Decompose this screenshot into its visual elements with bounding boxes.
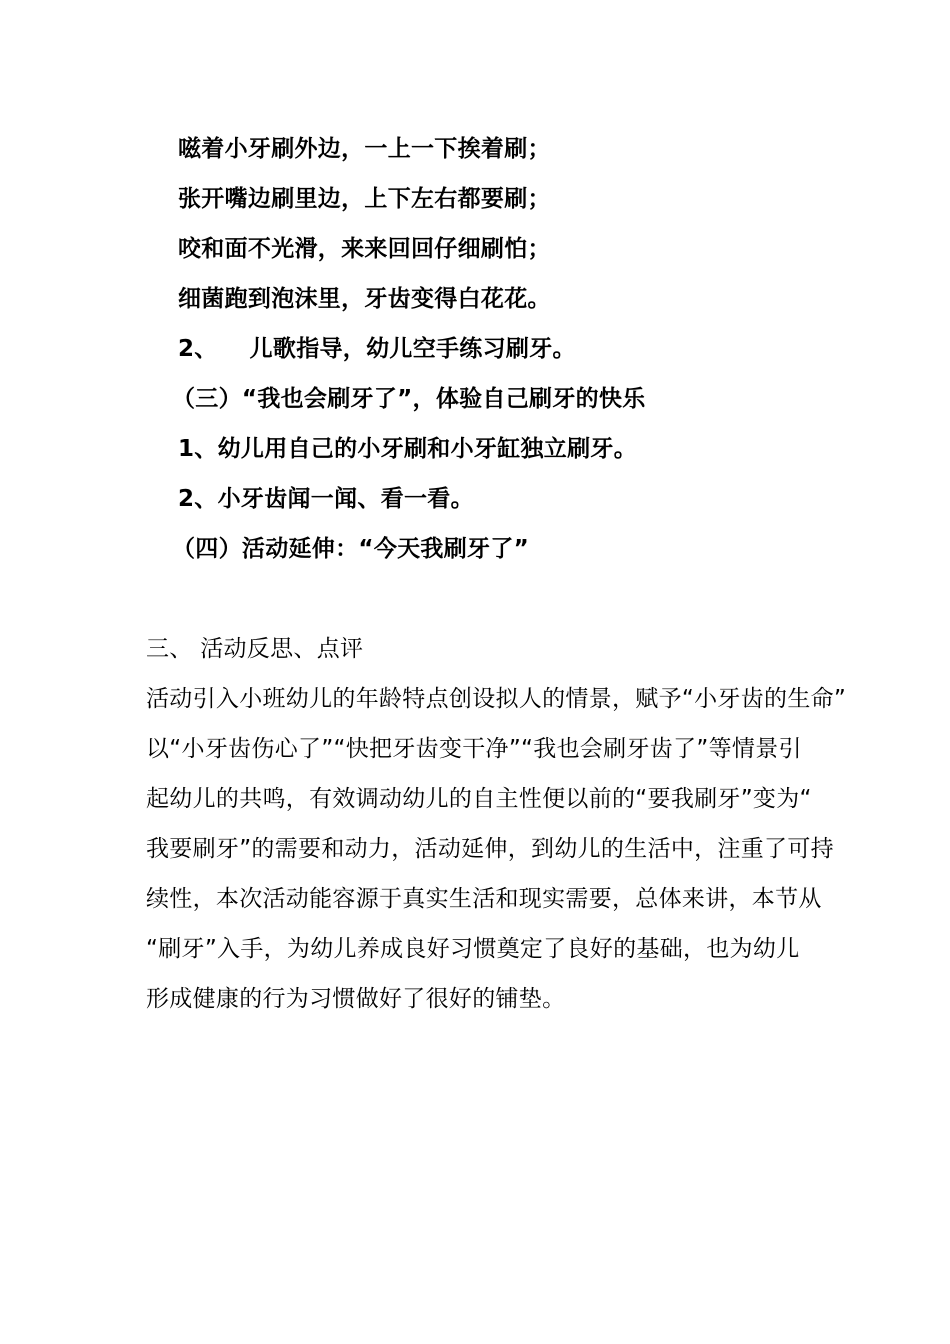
reflection-line-1: 活动引入小班幼儿的年龄特点创设拟人的情景，赋予“小牙齿的生命” [146,686,847,712]
reflection-line-5: 续性，本次活动能容源于真实生活和现实需要，总体来讲，本节从 [146,886,822,912]
poem-line-1: 嗞着小牙刷外边，一上一下挨着刷； [178,136,551,162]
poem-line-4: 细菌跑到泡沫里，牙齿变得白花花。 [178,286,551,312]
section-4-heading: （四）活动延伸：“今天我刷牙了” [172,536,530,562]
reflection-line-3: 起幼儿的共鸣，有效调动幼儿的自主性便以前的“要我刷牙”变为“ [146,786,812,812]
reflection-heading: 三、 活动反思、点评 [146,636,364,662]
poem-line-3: 咬和面不光滑，来来回回仔细刷怕； [178,236,551,262]
reflection-line-4: 我要刷牙”的需要和动力，活动延伸，到幼儿的生活中，注重了可持 [146,836,834,862]
reflection-line-6: “刷牙”入手，为幼儿养成良好习惯奠定了良好的基础，也为幼儿 [146,936,800,962]
section-3-heading: （三）“我也会刷牙了”，体验自己刷牙的快乐 [172,386,646,412]
reflection-line-2: 以“小牙齿伤心了”“快把牙齿变干净”“我也会刷牙齿了”等情景引 [146,736,802,762]
step-2-text: 儿歌指导，幼儿空手练习刷牙。 [249,336,576,362]
step-2-number: 2、 [178,336,218,362]
step-2 [178,334,576,364]
poem-line-2: 张开嘴边刷里边，上下左右都要刷； [178,186,551,212]
reflection-line-7: 形成健康的行为习惯做好了很好的铺垫。 [146,986,566,1012]
section-3-item-1: 1、幼儿用自己的小牙刷和小牙缸独立刷牙。 [178,436,638,462]
section-3-item-2: 2、小牙齿闻一闻、看一看。 [178,486,474,512]
